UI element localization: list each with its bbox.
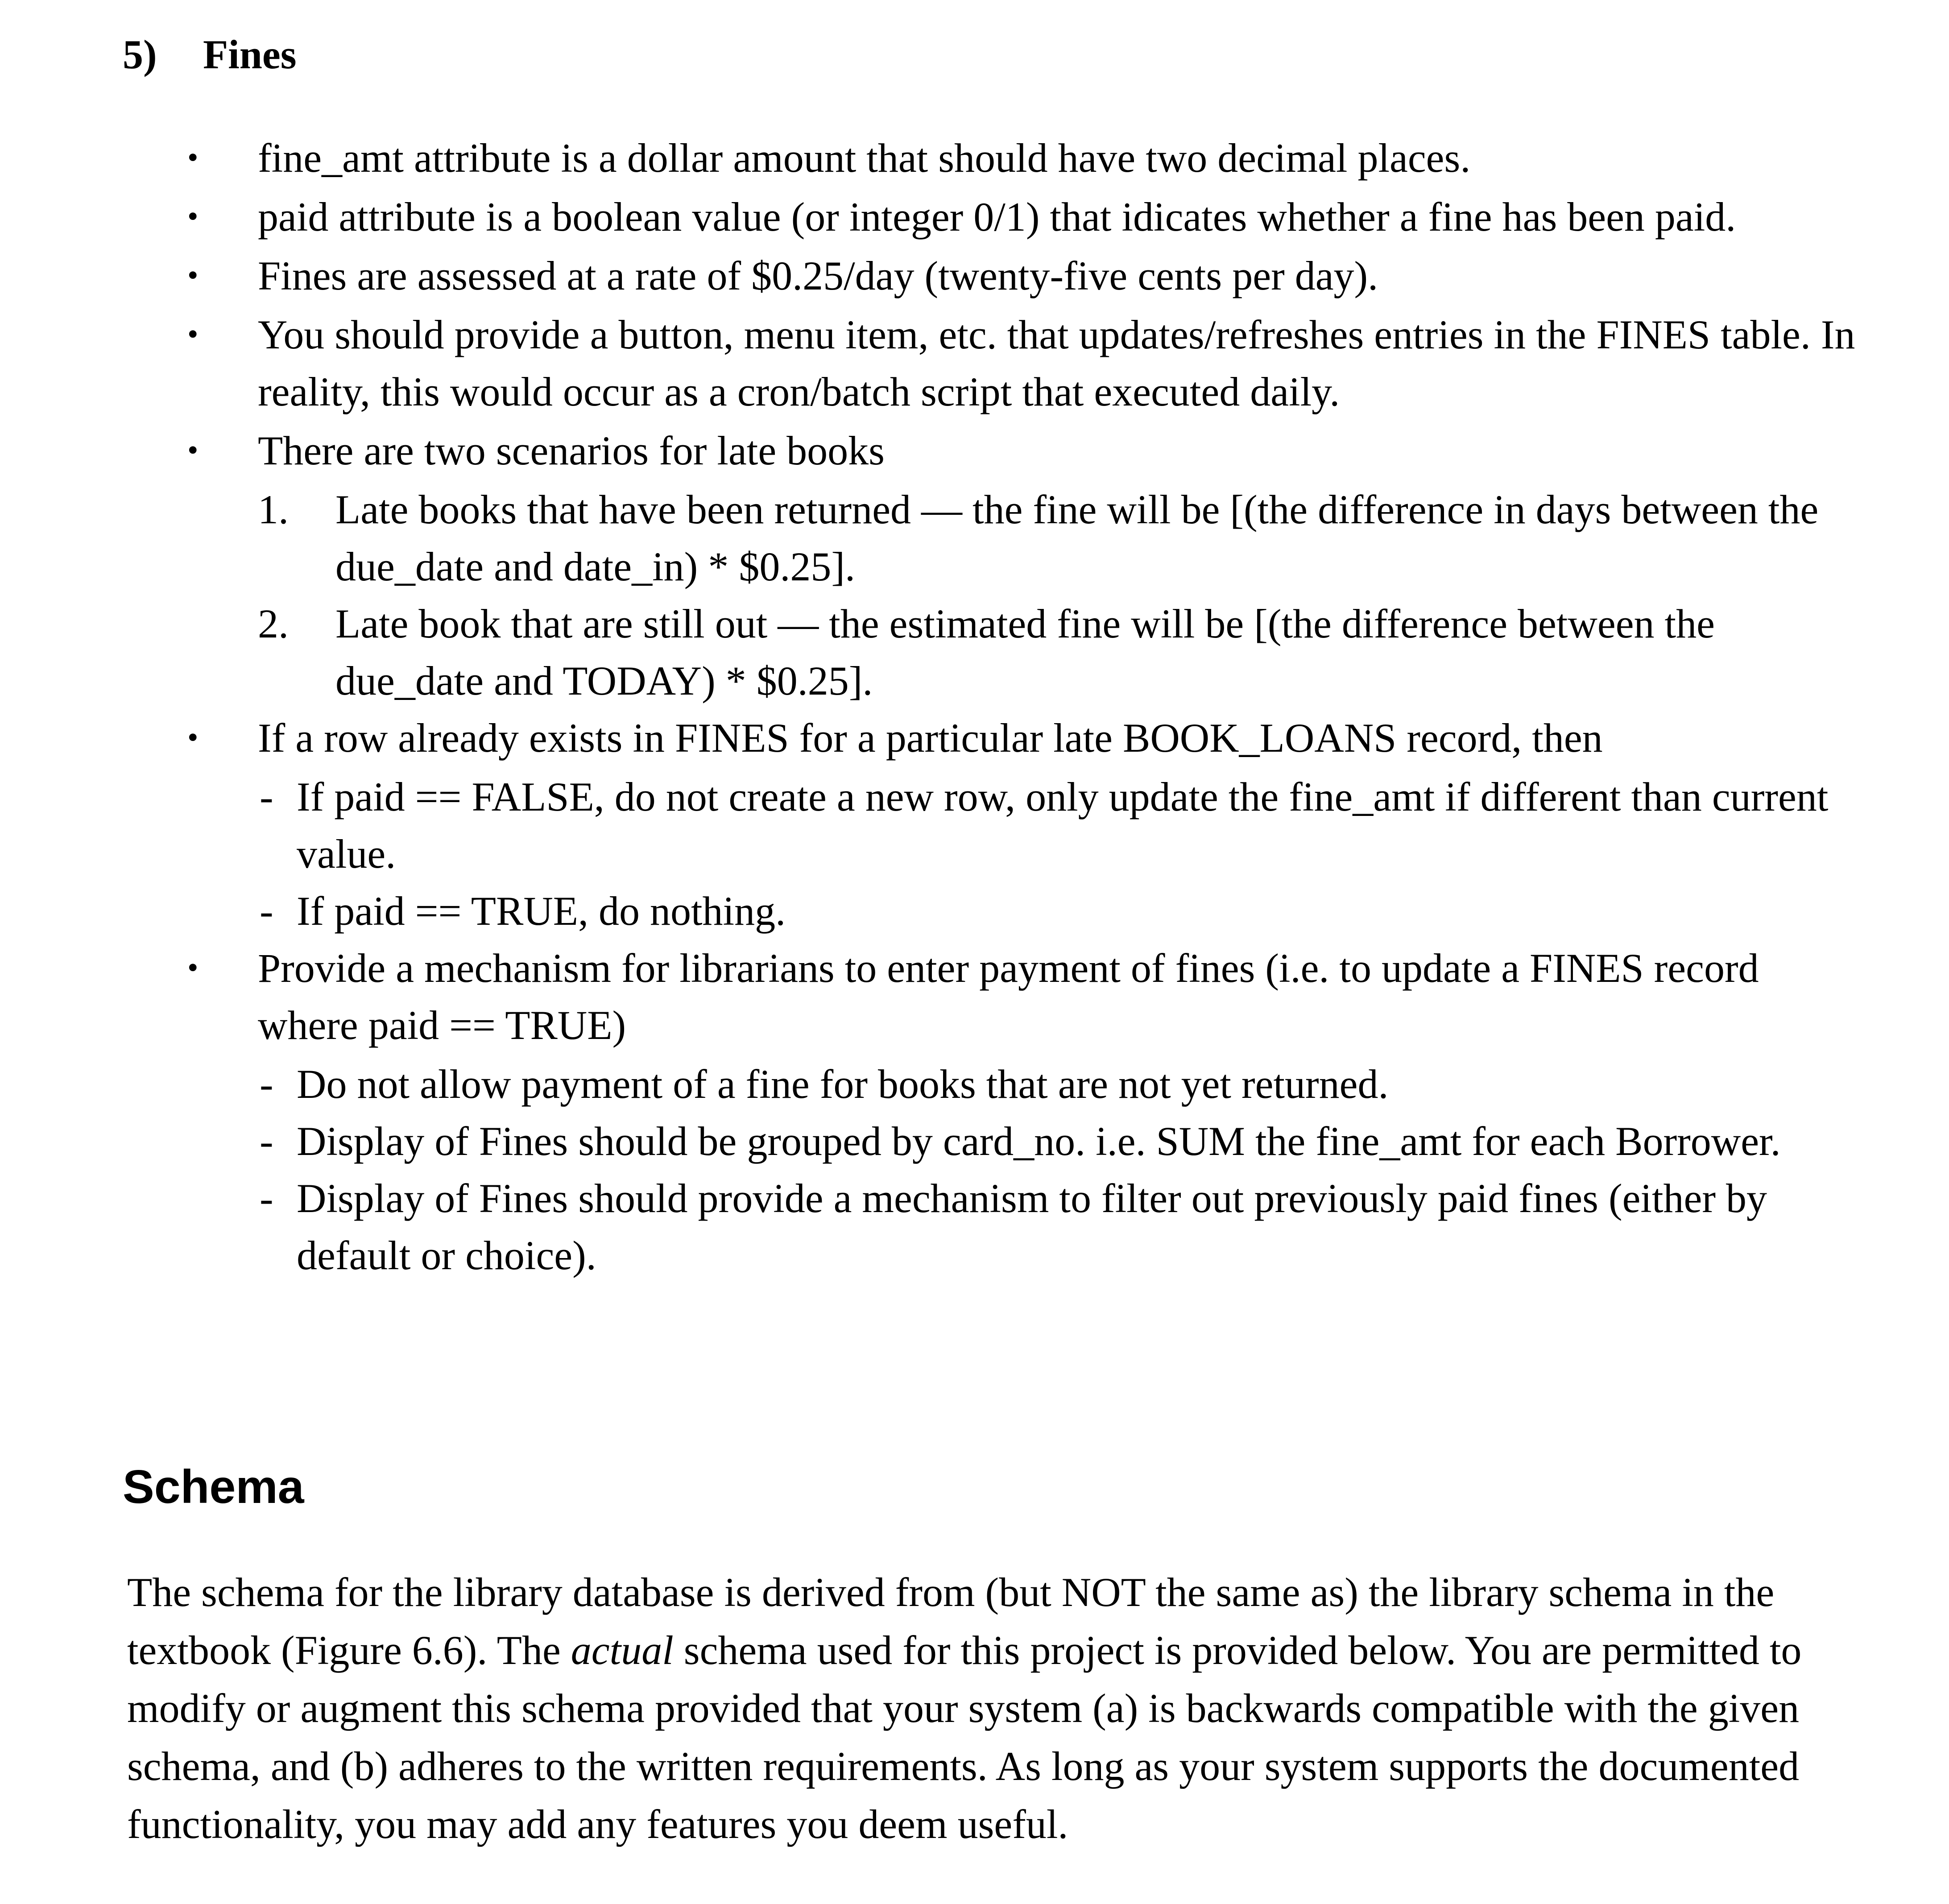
bullet-glyph: • (187, 317, 199, 352)
bullet-text: There are two scenarios for late books (258, 428, 885, 473)
scenario-item (0, 595, 1949, 709)
item-text: Late book that are still out — the estimated fine will be [(the difference between the due_date and TODAY) * $0.25]. (335, 601, 1715, 704)
item-number: 2. (258, 601, 289, 646)
dash-glyph: - (260, 888, 273, 934)
bullet-refresh (0, 306, 1949, 420)
sub-item (0, 882, 1949, 940)
section-title: Fines (203, 32, 297, 77)
dash-glyph: - (260, 1118, 273, 1164)
schema-text-part2: schema used for this project is provided below. You are permitted to modify or augment this schema provided that your system (a) is backwards compatible with the given schema, and (b) adheres to the written requirements. As long as your system supports the documented functionality, you may add any features you deem useful. (127, 1627, 1802, 1847)
bullet-text: Fines are assessed at a rate of $0.25/day (twenty-five cents per day). (258, 253, 1378, 298)
schema-text-italic: actual (571, 1627, 674, 1673)
item-text: Display of Fines should provide a mechanism to filter out previously paid fines (either by default or choice). (297, 1176, 1767, 1278)
item-text: Late books that have been returned — the fine will be [(the difference in days between the due_date and date_in) * $0.25]. (335, 487, 1819, 589)
item-text: Display of Fines should be grouped by card_no. i.e. SUM the fine_amt for each Borrower. (297, 1118, 1781, 1164)
sub-item (0, 1170, 1949, 1284)
item-text: Do not allow payment of a fine for books that are not yet returned. (297, 1061, 1389, 1107)
dash-glyph: - (260, 1176, 273, 1221)
sub-item (0, 1055, 1949, 1113)
bullet-glyph: • (187, 720, 199, 755)
sub-item (0, 1113, 1949, 1170)
bullet-glyph: • (187, 258, 199, 293)
bullet-glyph: • (187, 951, 199, 985)
item-text: If paid == TRUE, do nothing. (297, 888, 786, 934)
bullet-existing-row (0, 709, 1949, 766)
bullet-text: If a row already exists in FINES for a particular late BOOK_LOANS record, then (258, 715, 1603, 761)
bullet-glyph: • (187, 141, 199, 175)
schema-paragraph (127, 1563, 1894, 1853)
bullet-glyph: • (187, 199, 199, 234)
sub-item (0, 768, 1949, 882)
bullet-glyph: • (187, 433, 199, 468)
bullet-text: Provide a mechanism for librarians to enter payment of fines (i.e. to update a FINES record where paid == TRUE) (258, 945, 1759, 1048)
bullet-text: paid attribute is a boolean value (or integer 0/1) that idicates whether a fine has been paid. (258, 194, 1736, 240)
bullet-text: You should provide a button, menu item, etc. that updates/refreshes entries in the FINES table. In reality, this would occur as a cron/batch script that executed daily. (258, 312, 1855, 414)
schema-heading: Schema (123, 1461, 304, 1513)
section-heading (123, 28, 297, 81)
bullet-scenarios (0, 422, 1949, 479)
item-text: If paid == FALSE, do not create a new row, only update the fine_amt if different than current value. (297, 774, 1829, 877)
bullet-rate (0, 247, 1949, 304)
item-number: 1. (258, 487, 289, 532)
bullet-fine-amt (0, 129, 1949, 186)
section-number: 5) (123, 32, 157, 77)
dash-glyph: - (260, 774, 273, 820)
bullet-paid (0, 188, 1949, 245)
dash-glyph: - (260, 1061, 273, 1107)
requirements-list (0, 129, 1949, 1284)
bullet-payment (0, 940, 1949, 1054)
schema-text-part1: The schema for the library database is derived from (but NOT the same as) the library schema in the textbook (Figure 6.6). The (127, 1569, 1775, 1673)
scenario-item (0, 481, 1949, 595)
bullet-text: fine_amt attribute is a dollar amount that should have two decimal places. (258, 135, 1471, 181)
